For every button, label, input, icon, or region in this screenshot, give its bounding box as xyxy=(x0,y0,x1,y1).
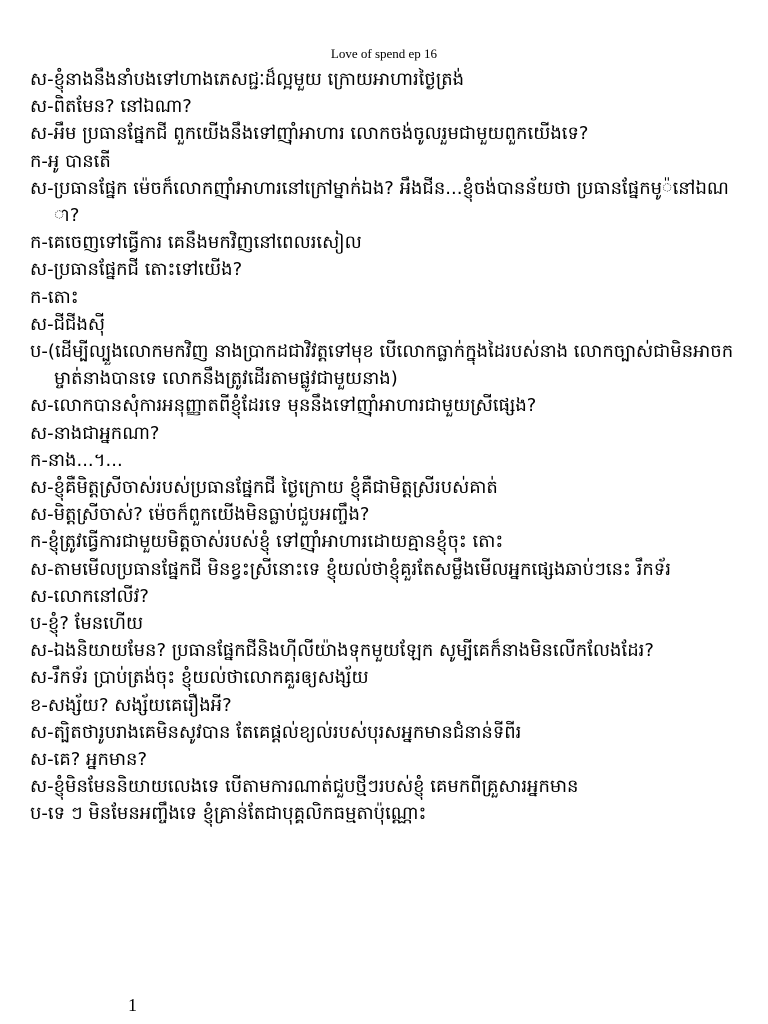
page-number: 1 xyxy=(128,995,137,1015)
dialogue-line: ស-ពិតមែន? នៅឯណា? xyxy=(30,96,192,118)
dialogue-line: ស-អឹម ប្រធានផ្នែកជី ពួកយើងនឹងទៅញ៉ាំអាហារ លោកចង់ចូលរួមជាមួយពួកយើងទេ? xyxy=(30,123,589,145)
dialogue-line: ស-លោកបានសុំការអនុញ្ញាតពីខ្ញុំដែរទេ មុននឹងទៅញ៉ាំអាហារជាមួយស្រីផ្សេង? xyxy=(30,395,537,417)
dialogue-line: ក-នាង...។... xyxy=(30,449,123,471)
page-header: Love of spend ep 16 xyxy=(330,46,438,61)
dialogue-body xyxy=(30,66,742,828)
dialogue-line: ស-តាមមើលប្រធានផ្នែកជី មិនខ្វះស្រីនោះទេ ខ្ញុំយល់ថាខ្ញុំគួរតែសម្លឹងមើលអ្នកផ្សេងឆាប់ៗនេះ រឹកទ័រ xyxy=(30,558,671,580)
dialogue-line: ខ-សង្ស័យ? សង្ស័យគេរឿងអី? xyxy=(30,694,232,716)
dialogue-line: ស-លោកនៅលីវ? xyxy=(30,585,149,607)
dialogue-line: ក-អូ បានតើ xyxy=(30,150,111,172)
dialogue-line: ស-មិត្តស្រីចាស់? ម៉េចក៏ពួកយើងមិនធ្លាប់ជួបអញ្ចឹង? xyxy=(30,504,370,526)
dialogue-line: ស-ឯងនិយាយមែន? ប្រធានផ្នែកជីនិងហ៊ីលីយ៉ាងទុកមួយឡែក សូម្បីគេក៏នាងមិនលើកលែងដែរ? xyxy=(30,640,654,662)
dialogue-line: ស-គេ? អ្នកមាន? xyxy=(30,749,148,771)
dialogue-line: ស-ត្បិតថារូបរាងគេមិនសូវបាន តែគេផ្តល់ខ្យល់របស់បុរសអ្នកមានជំនាន់ទីពីរ xyxy=(30,721,522,743)
dialogue-line: ស-ជីជីងស៊ី xyxy=(30,313,106,335)
dialogue-line: ស-រឹកទ័រ ប្រាប់ត្រង់ចុះ ខ្ញុំយល់ថាលោកគួរឲ្យសង្ស័យ xyxy=(30,667,369,689)
dialogue-line: ស-ខ្ញុំមិនមែននិយាយលេងទេ បើតាមការណាត់ជួបថ្មីៗរបស់ខ្ញុំ គេមកពីគ្រួសារអ្នកមាន xyxy=(30,776,579,798)
dialogue-line: ក-គេចេញទៅធ្វើការ គេនឹងមកវិញនៅពេលរសៀល xyxy=(30,232,362,254)
dialogue-line: ស-ខ្ញុំនាងនឹងនាំបងទៅហាងភេសជ្ជៈដ៏ល្អមួយ ក្រោយអាហារថ្ងៃត្រង់ xyxy=(30,69,465,90)
dialogue-line: ក-ខ្ញុំត្រូវធ្វើការជាមួយមិត្តចាស់របស់ខ្ញុំ ទៅញ៉ាំអាហារដោយគ្មានខ្ញុំចុះ តោះ xyxy=(30,531,504,553)
dialogue-line: ស-នាងជាអ្នកណា? xyxy=(30,422,160,444)
dialogue-line: ស-ប្រធានផ្នែកជី តោះទៅយើង? xyxy=(30,259,243,281)
dialogue-line: ប-ខ្ញុំ? មែនហើយ xyxy=(30,613,144,635)
dialogue-line: ប-(ដើម្បីល្បួងលោកមកវិញ នាងប្រាកដជាវិវត្តទៅមុខ បើលោកធ្លាក់ក្នុងដៃរបស់នាង លោកច្បាស់ជាមិនអាចកម្ចាត់នាងបានទេ លោកនឹងត្រូវដើរតាមផ្លូវជាមួយនាង) xyxy=(30,341,734,390)
dialogue-line: ក-តោះ xyxy=(30,286,79,308)
dialogue-line: ប-ទេ ៗ មិនមែនអញ្ចឹងទេ ខ្ញុំគ្រាន់តែជាបុគ្គលិកធម្មតាប៉ុណ្ណោះ xyxy=(30,803,427,825)
dialogue-line: ស-ខ្ញុំគឺមិត្តស្រីចាស់របស់ប្រធានផ្នែកជី ថ្ងៃក្រោយ ខ្ញុំគឺជាមិត្តស្រីរបស់គាត់ xyxy=(30,477,498,499)
dialogue-line: ស-ប្រធានផ្នែក ម៉េចក៏លោកញ៉ាំអាហារនៅក្រៅម្នាក់ឯង? អឹងជីន...ខ្ញុំចង់បានន័យថា ប្រធានផ្នែកមូ៉នៅឯណា? xyxy=(30,177,729,227)
